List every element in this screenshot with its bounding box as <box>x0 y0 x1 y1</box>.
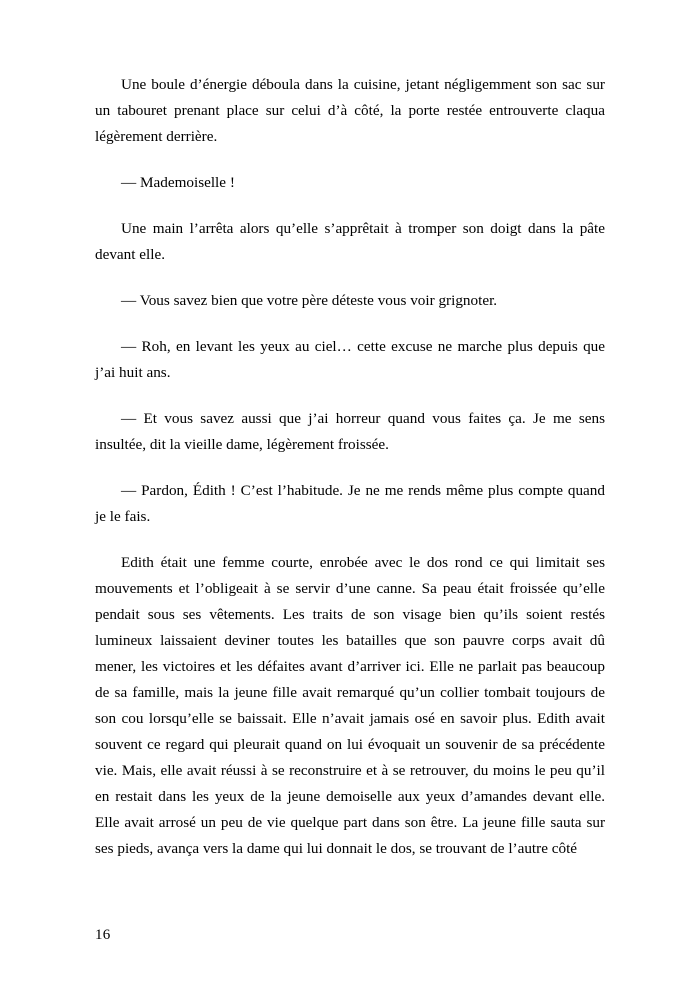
paragraph-dialogue: — Vous savez bien que votre père déteste vous voir grignoter. <box>121 292 498 309</box>
paragraph-dialogue: — Roh, en levant les yeux au ciel… cette excuse ne marche plus depuis que j’ai huit ans. <box>95 338 605 381</box>
paragraph-dialogue: — Mademoiselle ! <box>121 174 235 191</box>
paragraph: Une boule d’énergie déboula dans la cuisine, jetant négligemment son sac sur un tabouret prenant place sur celui d’à côté, la porte restée entrouverte claqua légèrement derrière. <box>95 76 605 145</box>
paragraph-dialogue: — Pardon, Édith ! C’est l’habitude. Je ne me rends même plus compte quand je le fais. <box>95 482 605 525</box>
paragraph-dialogue: — Et vous savez aussi que j’ai horreur quand vous faites ça. Je me sens insultée, dit la vieille dame, légèrement froissée. <box>95 410 605 453</box>
paragraph: Edith était une femme courte, enrobée avec le dos rond ce qui limitait ses mouvements et l’obligeait à se servir d’une canne. Sa peau était froissée qu’elle pendait sous ses vêtements. Les traits de son visage bien qu’ils soient restés lumineux laissaient deviner toutes les batailles que son pauvre corps avait dû mener, les victoires et les défaites avant d’arriver ici. Elle ne parlait pas beaucoup de sa famille, mais la jeune fille avait remarqué qu’un collier tombait toujours de son cou lorsqu’elle se baissait. Elle n’avait jamais osé en savoir plus. Edith avait souvent ce regard qui pleurait quand on lui évoquait un souvenir de sa précédente vie. Mais, elle avait réussi à se reconstruire et à se retrouver, du moins le peu qu’il en restait dans les yeux de la jeune demoiselle aux yeux d’amandes devant elle. Elle avait arrosé un peu de vie quelque part dans son être. La jeune fille sauta sur ses pieds, avança vers la dame qui lui donnait le dos, se trouvant de l’autre côté <box>95 554 605 857</box>
page-number: 16 <box>95 927 111 943</box>
paragraph: Une main l’arrêta alors qu’elle s’apprêtait à tromper son doigt dans la pâte devant elle. <box>95 220 605 263</box>
page-body-text <box>95 72 605 862</box>
